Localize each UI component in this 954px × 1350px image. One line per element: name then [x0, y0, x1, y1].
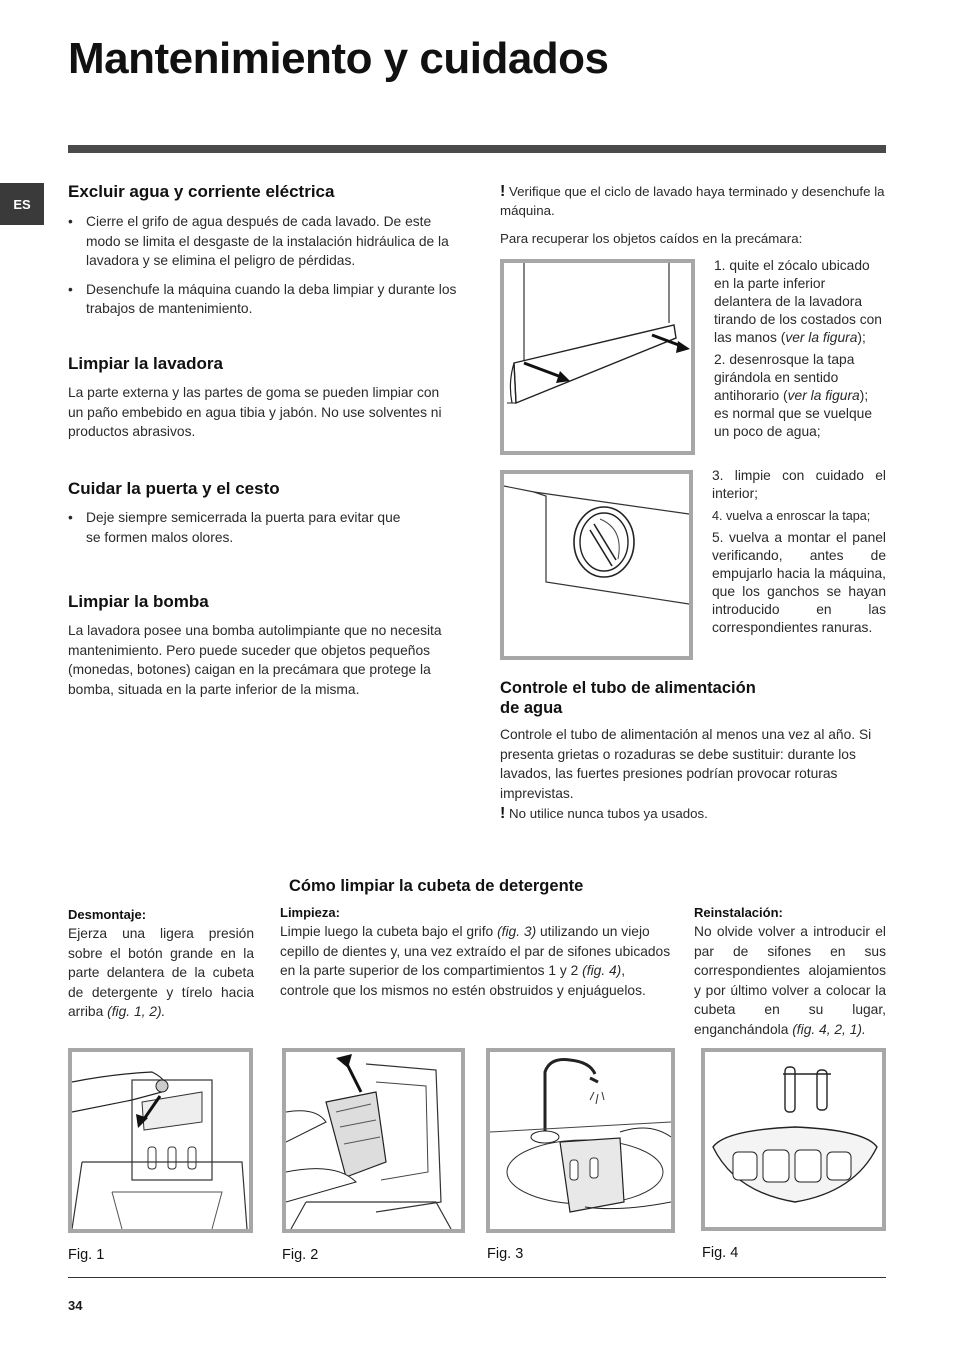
step-4: 4. vuelva a enroscar la tapa; — [712, 509, 871, 523]
fig-3-caption: Fig. 3 — [487, 1246, 524, 1262]
page-number: 34 — [68, 1298, 83, 1313]
section-heading: Limpiar la lavadora — [68, 354, 223, 373]
footer-rule — [68, 1277, 886, 1278]
section-excluir-agua — [68, 182, 458, 319]
plinth-removal-figure — [500, 259, 695, 455]
section-heading: Excluir agua y corriente eléctrica — [68, 182, 335, 201]
section-heading: Cuidar la puerta y el cesto — [68, 479, 280, 498]
bullet-item: • Desenchufe la máquina cuando la deba limpiar y durante los trabajos de mantenimiento. — [68, 280, 458, 319]
section-heading: Controle el tubo de alimentación de agua — [500, 679, 756, 717]
header-rule — [68, 145, 886, 153]
sub-label: Reinstalación: — [694, 905, 783, 920]
warning-mark: ! — [500, 805, 506, 822]
sub-label: Limpieza: — [280, 905, 340, 920]
warning-text: Verifique que el ciclo de lavado haya terminado y desenchufe la máquina. — [500, 184, 885, 218]
section-cuidar-puerta — [68, 479, 453, 547]
bullet-item: • Cierre el grifo de agua después de cada lavado. De este modo se limita el desgaste de la instalación hidráulica de la lavadora y se elimina el peligro de pérdidas. — [68, 212, 458, 271]
warning-note — [500, 182, 885, 248]
limpieza-block — [280, 905, 677, 1000]
warning-text: No utilice nunca tubos ya usados. — [509, 806, 708, 821]
pump-cap-drawing — [504, 474, 689, 656]
fig-4-image — [701, 1048, 886, 1231]
language-tab: ES — [0, 183, 44, 225]
fig-1-caption: Fig. 1 — [68, 1247, 105, 1263]
bullet-list — [68, 212, 458, 319]
fig-3-image — [486, 1048, 675, 1233]
section-limpiar-bomba — [68, 592, 460, 699]
section-text: La lavadora posee una bomba autolimpiante que no necesita mantenimiento. Pero puede suceder que objetos pequeños (monedas, botones) caigan en la precámara que protege la bomba, situada en la parte inferior de la misma. — [68, 623, 442, 697]
detergent-heading: Cómo limpiar la cubeta de detergente — [289, 877, 584, 895]
pump-cap-figure — [500, 470, 693, 660]
plinth-drawing — [504, 263, 691, 451]
section-text: Controle el tubo de alimentación al menos una vez al año. Si presenta grietas o rozaduras se debe sustituir: durante los lavados, las fuertes presiones podrían provocar roturas imprevistas. — [500, 727, 872, 801]
section-heading: Limpiar la bomba — [68, 592, 209, 611]
warning-mark: ! — [500, 183, 506, 200]
section-limpiar-lavadora — [68, 354, 453, 442]
step-1: 1. quite el zócalo ubicado en la parte inferior delantera de la lavadora tirando de los costados con las manos (ver la figura); — [714, 258, 882, 345]
sub-label: Desmontaje: — [68, 907, 147, 922]
reinstalacion-block — [694, 905, 886, 1039]
fig-4-caption: Fig. 4 — [702, 1245, 739, 1261]
steps-3-5 — [712, 467, 886, 641]
fig-2-caption: Fig. 2 — [282, 1247, 319, 1263]
steps-1-2 — [714, 257, 886, 445]
desmontaje-block — [68, 907, 254, 1022]
reinstalacion-text: No olvide volver a introducir el par de sifones en sus correspondientes alojamientos y por último volver a colocar la cubeta en su lugar, enganchándola (fig. 4, 2, 1). — [694, 924, 886, 1037]
page-title: Mantenimiento y cuidados — [68, 34, 609, 83]
step-2: 2. desenrosque la tapa girándola en sentido antihorario (ver la figura); es normal que se vuelque un poco de agua; — [714, 352, 872, 439]
fig-2-image — [282, 1048, 465, 1233]
section-tubo-alimentacion — [500, 678, 886, 823]
limpieza-text: Limpie luego la cubeta bajo el grifo (fig. 3) utilizando un viejo cepillo de dientes y, una vez extraído el par de sifones ubicados en la parte superior de los compartimientos 1 y 2 (fig. 4), controle que los mismos no estén obstruidos y enjuáguelos. — [280, 924, 671, 998]
warning-note-2 — [500, 805, 886, 823]
bullet-list — [68, 508, 413, 547]
intro-text: Para recuperar los objetos caídos en la precámara: — [500, 231, 803, 246]
step-5: 5. vuelva a montar el panel verificando, antes de empujarlo hacia la máquina, que los ganchos se hayan introducido en las correspondientes ranuras. — [712, 530, 886, 635]
fig-1-image — [68, 1048, 253, 1233]
step-3: 3. limpie con cuidado el interior; — [712, 468, 886, 501]
desmontaje-text: Ejerza una ligera presión sobre el botón grande en la parte delantera de la cubeta de detergente y tírelo hacia arriba (fig. 1, 2). — [68, 926, 254, 1019]
bullet-item: • Deje siempre semicerrada la puerta para evitar que se formen malos olores. — [68, 508, 413, 547]
section-text: La parte externa y las partes de goma se pueden limpiar con un paño embebido en agua tibia y jabón. No use solventes ni productos abrasivos. — [68, 385, 442, 439]
